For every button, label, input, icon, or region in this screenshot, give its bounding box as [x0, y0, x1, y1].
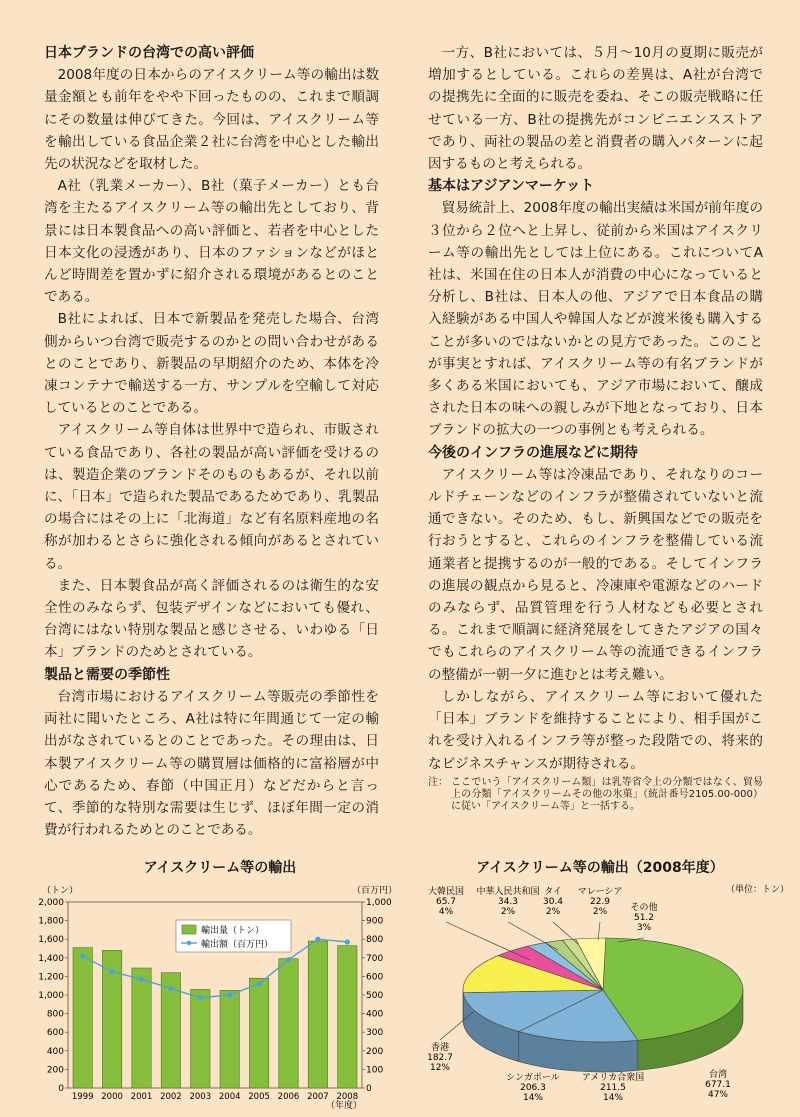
left-axis-tick-label: 200: [46, 1065, 64, 1076]
left-axis-tick-label: 400: [46, 1046, 64, 1057]
pie-label-pct: 47%: [707, 1090, 729, 1100]
pie-chart: [418, 872, 798, 1112]
legend-line-dot: [187, 941, 192, 946]
article-left-column: [44, 42, 379, 841]
pie-label-value: 182.7: [427, 1053, 453, 1063]
x-axis-year-label: 2004: [218, 1092, 241, 1102]
export-volume-bar: [308, 941, 327, 1088]
x-axis-year-label: 2006: [277, 1092, 300, 1102]
left-axis-tick-label: 0: [58, 1084, 64, 1094]
pie-label-name: アメリカ合衆国: [581, 1073, 645, 1083]
right-axis-tick-label: 100: [366, 1065, 384, 1076]
paragraph: アイスクリーム等は冷凍品であり、それなりのコールドチェーンなどのインフラが整備されていないと流通できない。そのため、もし、新興国などでの販売を行おうとすると、これらのインフラを整備している流通業者と提携するのが一般的である。そしてインフラの進展の観点から見ると、冷凍庫や電源などのハードのみならず、品質管理を行う人材なども必要とされる。これまで順調に経済発展をしてきたアジアの国々でもこれらのアイスクリーム等の流通できるインフラの整備が一朝一夕に進むとは考え難い。: [428, 466, 763, 683]
export-volume-bar: [249, 978, 268, 1088]
bar-chart: [20, 872, 415, 1112]
paragraph: アイスクリーム等自体は世界中で造られ、市販されている食品であり、各社の製品が高い評価を受けるのは、製造企業のブランドそのものもあるが、それ以前に、「日本」で造られた製品であるためであり、乳製品の場合にはその上に「北海道」など有名原料産地の名称が加わるとさらに強化される傾向があるとされている。: [44, 422, 379, 572]
bar-chart-left-unit: （トン）: [42, 886, 79, 896]
paragraph: B社によれば、日本で新製品を発売した場合、台湾側からいつ台湾で販売するのかとの問い合わせがあるとのことであり、新製品の早期紹介のため、本体を冷凍コンテナで輸送する一方、サンプルを空輸して対応しているとのことである。: [44, 311, 379, 417]
pie-label-value: 34.3: [497, 897, 519, 907]
footnote-text: ここでいう「アイスクリーム類」は乳等省令上の分類ではなく、貿易上の分類「アイスクリームその他の氷菓」（統計番号2105.00-000）に従い「アイスクリーム等」と一括する。: [451, 776, 763, 812]
pie-chart-title: アイスクリーム等の輸出（2008年度）: [476, 860, 724, 876]
paragraph: また、日本製食品が高く評価されるのは衛生的な安全性のみならず、包装デザインなどにおいても優れ、台湾にはない特別な製品と感じさせる、いわゆる「日本」ブランドのためとされている。: [44, 577, 379, 661]
paragraph: しかしながら、アイスクリーム等において優れた「日本」ブランドを維持することにより、相手国がこれを受け入れるインフラ等が整った段階での、将来的なビジネスチャンスが期待される。: [428, 688, 763, 772]
pie-label-pct: 2%: [592, 907, 608, 917]
left-axis-tick-label: 1,600: [38, 935, 64, 946]
paragraph: 貿易統計上、2008年度の輸出実績は米国が前年度の３位から２位へと上昇し、従前から米国はアイスクリーム等の輸出先としては上位にある。これについてA社は、米国在住の日本人が消費の中心になっていると分析し、B社は、日本人の他、アジアで日本食品の購入経験がある中国人や韓国人などが渡米後も購入することが多いのではないかとの見方であった。このことが事実とすれば、アイスクリーム等の有名ブランドが多くある米国においても、アジア市場において、醸成された日本の味への親しみが下地となっており、日本ブランドの拡大の一つの事例とも考えられる。: [428, 200, 763, 439]
export-value-point: [345, 939, 350, 944]
pie-label-name: タイ: [544, 887, 562, 897]
export-value-point: [286, 957, 291, 962]
pie-label-name: 台湾: [708, 1070, 728, 1080]
right-axis-tick-label: 400: [366, 1009, 384, 1020]
bar-chart-title: アイスクリーム等の輸出: [143, 860, 297, 876]
section-heading: 今後のインフラの進展などに期待: [428, 444, 638, 461]
x-axis-year-label: 2000: [101, 1092, 123, 1102]
bar-chart-right-unit: （百万円）: [352, 886, 398, 896]
paragraph: A社（乳業メーカー）、B社（菓子メーカー）とも台湾を主たるアイスクリーム等の輸出先としており、背景には日本製食品への高い評価と、若者を中心とした日本文化の浸透があり、日本のファションなどがほとんど時間差を置かずに紹介される環境があるとのことである。: [44, 178, 379, 306]
legend-bar-swatch: [182, 925, 196, 934]
pie-label-pct: 14%: [602, 1093, 624, 1103]
pie-label-value: 677.1: [705, 1080, 731, 1090]
pie-chart-unit: （単位：トン）: [726, 885, 790, 895]
export-value-point: [227, 992, 232, 997]
left-axis-tick-label: 600: [46, 1028, 64, 1039]
pie-label-value: 206.3: [520, 1083, 546, 1093]
right-axis-tick-label: 1,000: [366, 898, 392, 908]
left-axis-tick-label: 2,000: [38, 898, 64, 908]
left-axis-tick-label: 1,400: [38, 953, 64, 964]
export-volume-bar: [279, 959, 298, 1088]
right-axis-tick-label: 300: [366, 1028, 384, 1039]
export-value-point: [257, 981, 262, 986]
bar-chart-legend: [176, 920, 291, 952]
export-value-point: [315, 937, 320, 942]
export-value-point: [110, 969, 115, 974]
left-axis-tick-label: 1,000: [38, 991, 64, 1001]
right-axis-tick-label: 900: [366, 916, 384, 927]
left-axis-tick-label: 800: [46, 1009, 64, 1020]
x-axis-year-label: 2002: [160, 1092, 182, 1102]
right-axis-tick-label: 0: [366, 1084, 372, 1094]
left-axis-tick-label: 1,800: [38, 916, 64, 927]
footnote: [428, 777, 763, 813]
paragraph: 2008年度の日本からのアイスクリーム等の輸出は数量金額とも前年をやや下回ったものの、これまで順調にその数量は伸びてきた。今回は、アイスクリーム等を輸出している食品企業２社に台湾を中心とした輸出先の状況などを取材した。: [44, 67, 379, 173]
export-value-point: [80, 953, 85, 958]
pie-label-value: 51.2: [633, 913, 655, 923]
export-volume-bar: [191, 989, 210, 1088]
pie-label-value: 30.4: [542, 897, 564, 907]
export-volume-bar: [220, 990, 239, 1088]
pie-label-name: マレーシア: [577, 887, 623, 897]
right-axis-tick-label: 600: [366, 972, 384, 983]
article-right-column: [428, 42, 763, 813]
pie-label-pct: 12%: [429, 1063, 451, 1073]
paragraph: 一方、B社においては、５月～10月の夏期に販売が増加するとしている。これらの差異は、A社が台湾での提携先に全面的に販売を委ね、そこの販売戦略に任せている一方、B社の提携先がコンビニエンスストアであり、両社の製品の差と消費者の購入パターンに起因するものと考えられる。: [428, 45, 763, 173]
pie-label-pct: 2%: [500, 907, 516, 917]
export-value-point: [198, 995, 203, 1000]
pie-label-value: 22.9: [589, 897, 611, 907]
bar-chart-year-unit: （年度）: [326, 1101, 363, 1111]
legend-bar-label: 輸出量（トン）: [201, 926, 265, 936]
x-axis-year-label: 2005: [248, 1092, 270, 1102]
pie-label-name: その他: [630, 903, 658, 913]
x-axis-year-label: 2007: [307, 1092, 329, 1102]
section-heading: 日本ブランドの台湾での高い評価: [44, 45, 254, 61]
pie-label-name: 大韓民国: [427, 887, 465, 897]
pie-label-name: 中華人民共和国: [476, 887, 540, 897]
section-heading: 製品と需要の季節性: [44, 666, 170, 683]
paragraph: 台湾市場におけるアイスクリーム等販売の季節性を両社に聞いたところ、A社は特に年間通じて一定の輸出がなされているとのことであった。その理由は、日本製アイスクリーム等の購買層は価格的に富裕層が中心であるため、春節（中国正月）などだからと言って、季節的な特別な需要は生じず、ほぼ年間一定の消費が行われるためとのことである。: [44, 688, 379, 839]
left-axis-tick-label: 1,200: [38, 972, 64, 983]
pie-label-pct: 2%: [545, 907, 561, 917]
export-volume-bar: [73, 948, 92, 1088]
pie-label-pct: 3%: [636, 923, 652, 933]
export-value-point: [168, 986, 173, 991]
right-axis-tick-label: 700: [366, 953, 384, 964]
export-volume-bar: [132, 968, 151, 1088]
section-heading: 基本はアジアンマーケット: [428, 178, 595, 195]
export-value-point: [139, 977, 144, 982]
right-axis-tick-label: 200: [366, 1046, 384, 1057]
pie-label-pct: 4%: [438, 907, 454, 917]
pie-leader-line: [598, 922, 600, 940]
pie-leader-line: [446, 922, 530, 960]
legend-line-label: 輸出額（百万円）: [201, 940, 274, 950]
pie-label-value: 211.5: [600, 1083, 626, 1093]
pie-label-name: 香港: [430, 1043, 450, 1053]
x-axis-year-label: 2001: [130, 1092, 153, 1102]
pie-label-pct: 14%: [522, 1093, 544, 1103]
x-axis-year-label: 2003: [189, 1092, 212, 1102]
x-axis-year-label: 2008: [336, 1092, 359, 1102]
export-volume-bar: [338, 946, 357, 1088]
pie-label-value: 65.7: [435, 897, 457, 907]
footnote-label: 注：: [428, 776, 448, 788]
right-axis-tick-label: 500: [366, 991, 384, 1001]
right-axis-tick-label: 800: [366, 935, 384, 946]
pie-label-name: シンガポール: [506, 1073, 560, 1083]
x-axis-year-label: 1999: [71, 1092, 94, 1102]
